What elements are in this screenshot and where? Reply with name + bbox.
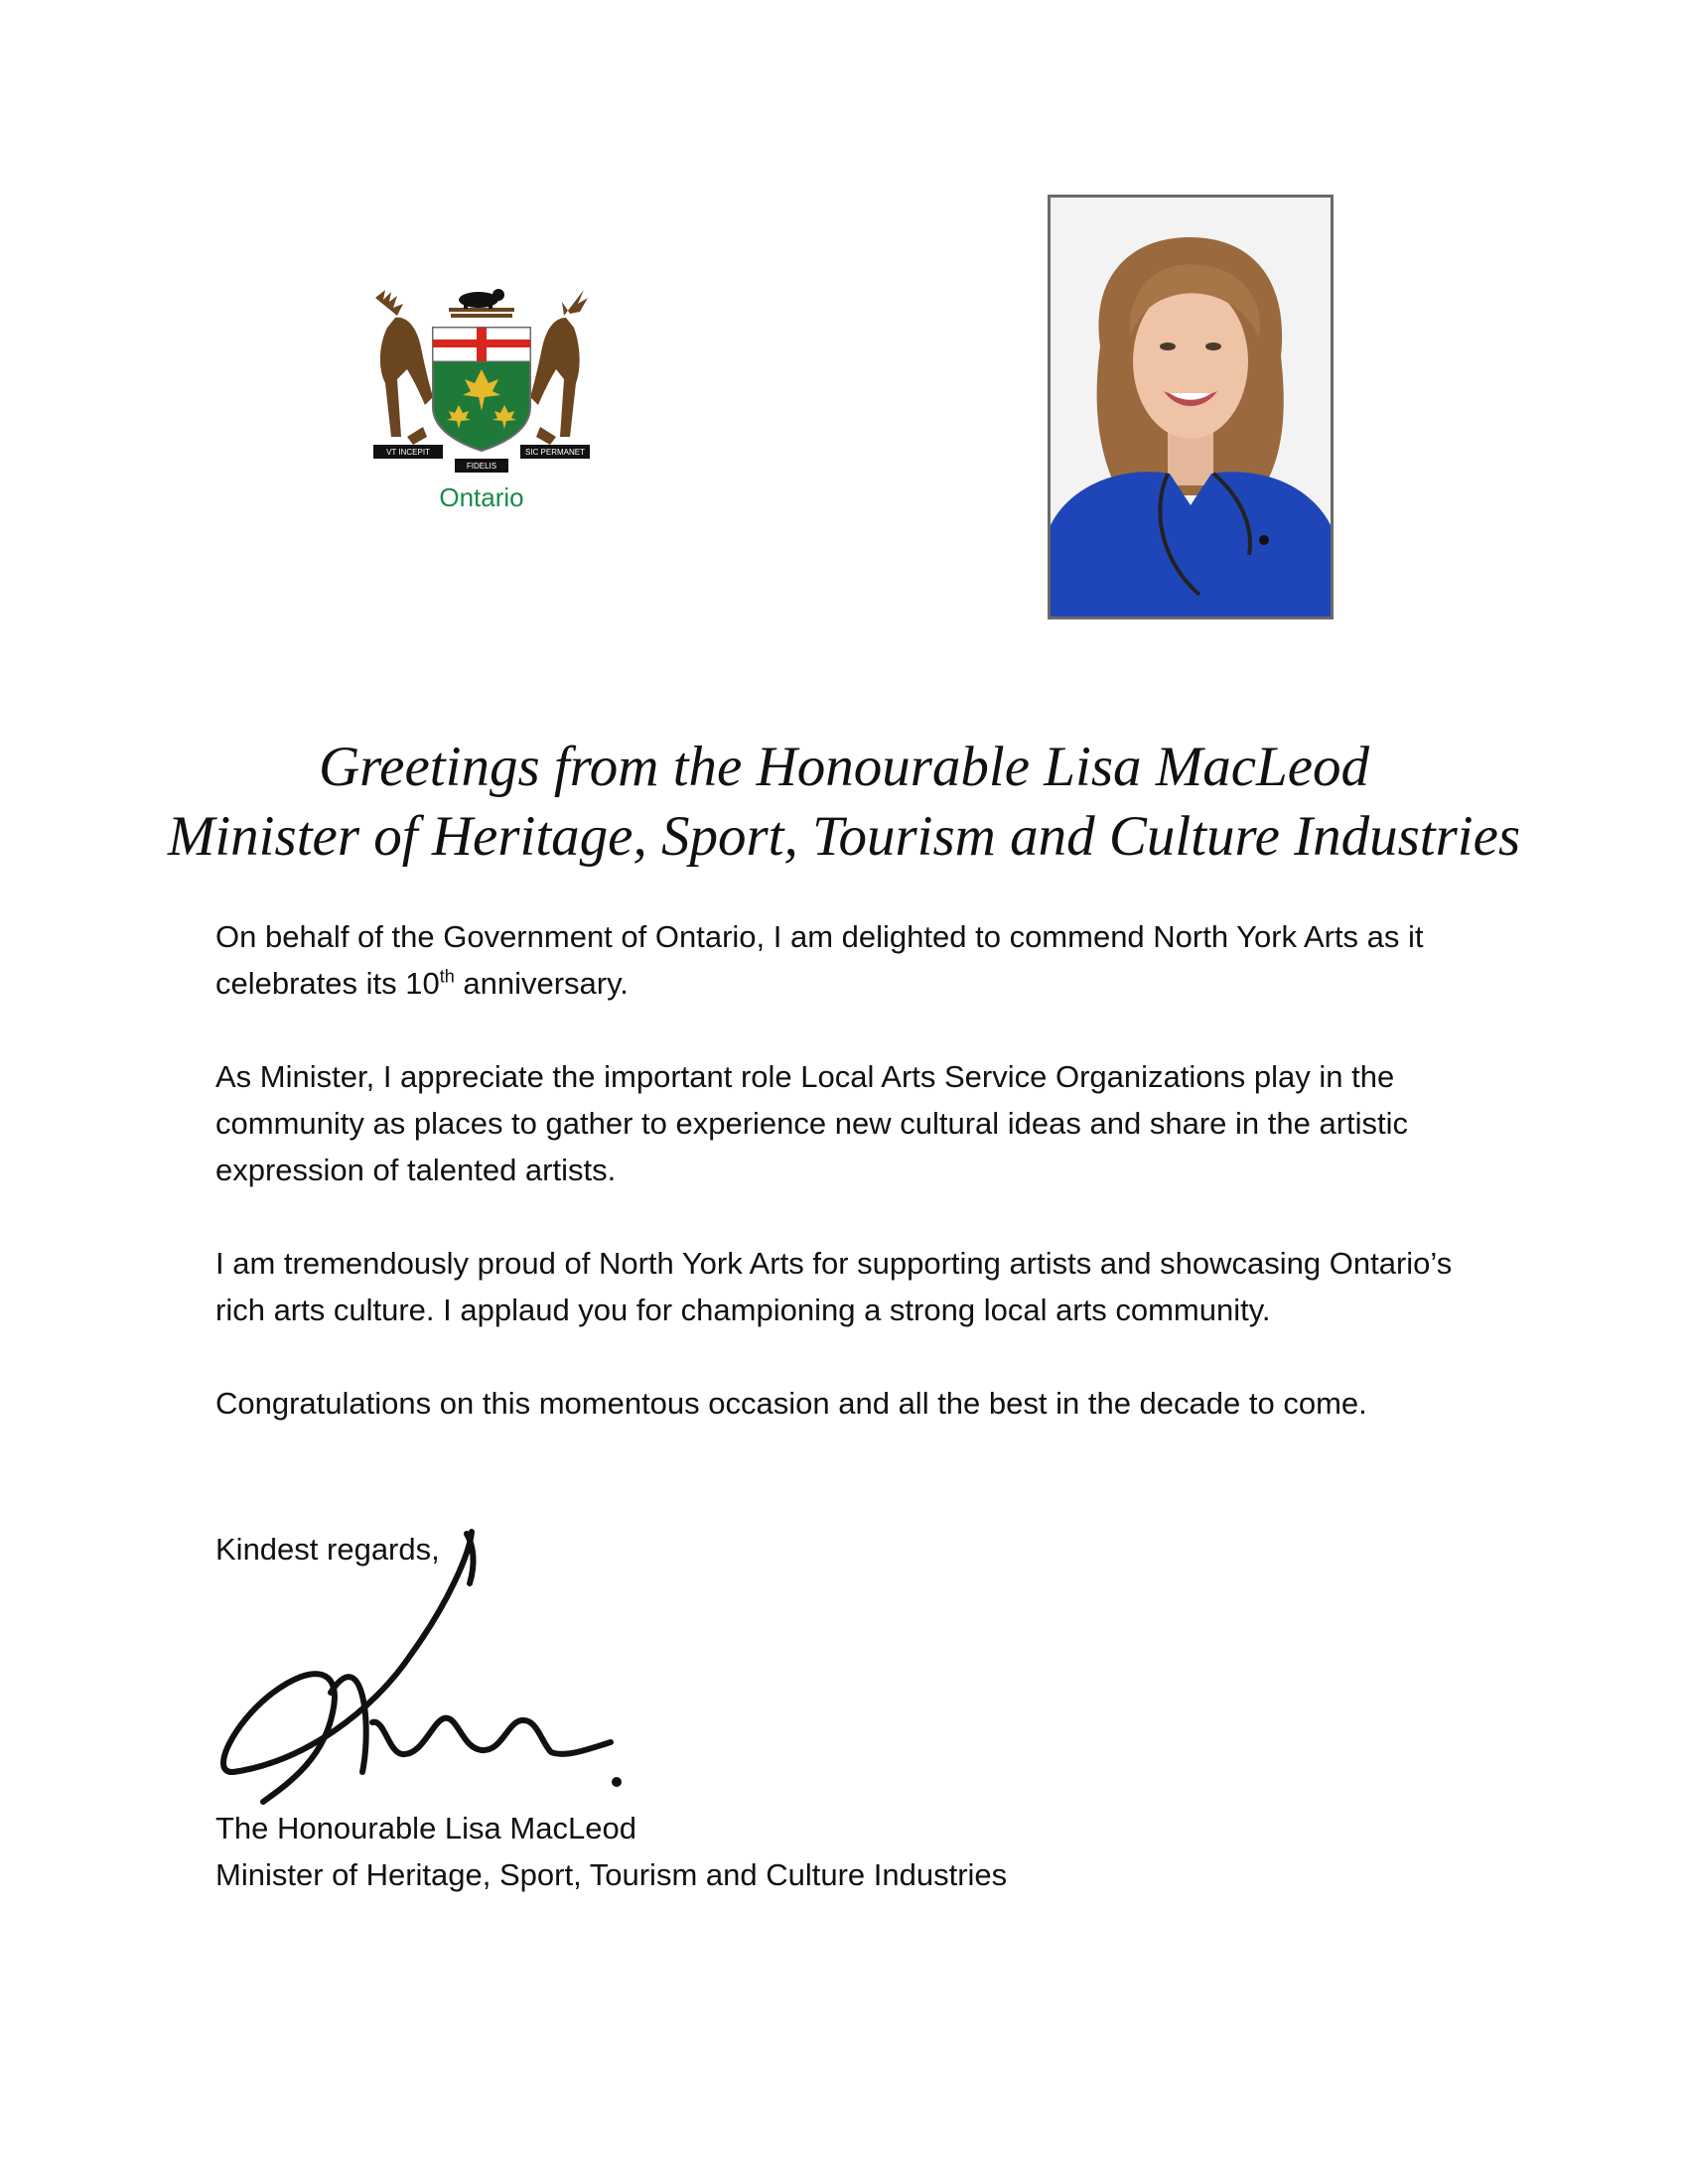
heading-line-1: Greetings from the Honourable Lisa MacLeod — [318, 736, 1370, 798]
ordinal-suffix: th — [439, 966, 455, 987]
paragraph-1 — [215, 913, 1506, 1007]
closing-line: Kindest regards, — [215, 1532, 440, 1567]
paragraph-1-end: anniversary. — [454, 966, 629, 1001]
heading-line-2: Minister of Heritage, Sport, Tourism and Culture Industries — [167, 805, 1521, 868]
coat-of-arms-icon — [367, 288, 596, 477]
motto-right: SIC PERMANET — [524, 448, 586, 457]
handwritten-signature — [213, 1524, 650, 1822]
portrait-photo — [1048, 195, 1334, 619]
person-portrait-icon — [1051, 198, 1331, 616]
paragraph-3: I am tremendously proud of North York Arts for supporting artists and showcasing Ontario’s rich arts culture. I applaud you for championing a strong local arts community. — [215, 1246, 1453, 1327]
signature-block — [215, 1805, 1007, 1898]
shield-icon — [433, 328, 530, 451]
ontario-wordmark: Ontario — [439, 482, 524, 512]
paragraph-4: Congratulations on this momentous occasion and all the best in the decade to come. — [215, 1386, 1367, 1421]
motto-center: FIDELIS — [466, 462, 497, 471]
paragraph-1-text: On behalf of the Government of Ontario, I am delighted to commend North York Arts as it celebrates its 10 — [215, 919, 1424, 1001]
deer-icon — [530, 290, 588, 445]
moose-icon — [375, 290, 433, 445]
paragraph-2: As Minister, I appreciate the important role Local Arts Service Organizations play in the community as places to gather to experience new cultural ideas and share in the artistic expression of talented artists. — [215, 1059, 1409, 1187]
bear-icon — [449, 289, 514, 318]
ontario-coat-of-arms — [367, 288, 596, 516]
letter-heading — [0, 733, 1688, 872]
signatory-name: The Honourable Lisa MacLeod — [215, 1811, 636, 1845]
letter-body — [215, 913, 1506, 1473]
motto-left: VT INCEPIT — [386, 448, 430, 457]
signatory-title: Minister of Heritage, Sport, Tourism and Culture Industries — [215, 1857, 1008, 1892]
